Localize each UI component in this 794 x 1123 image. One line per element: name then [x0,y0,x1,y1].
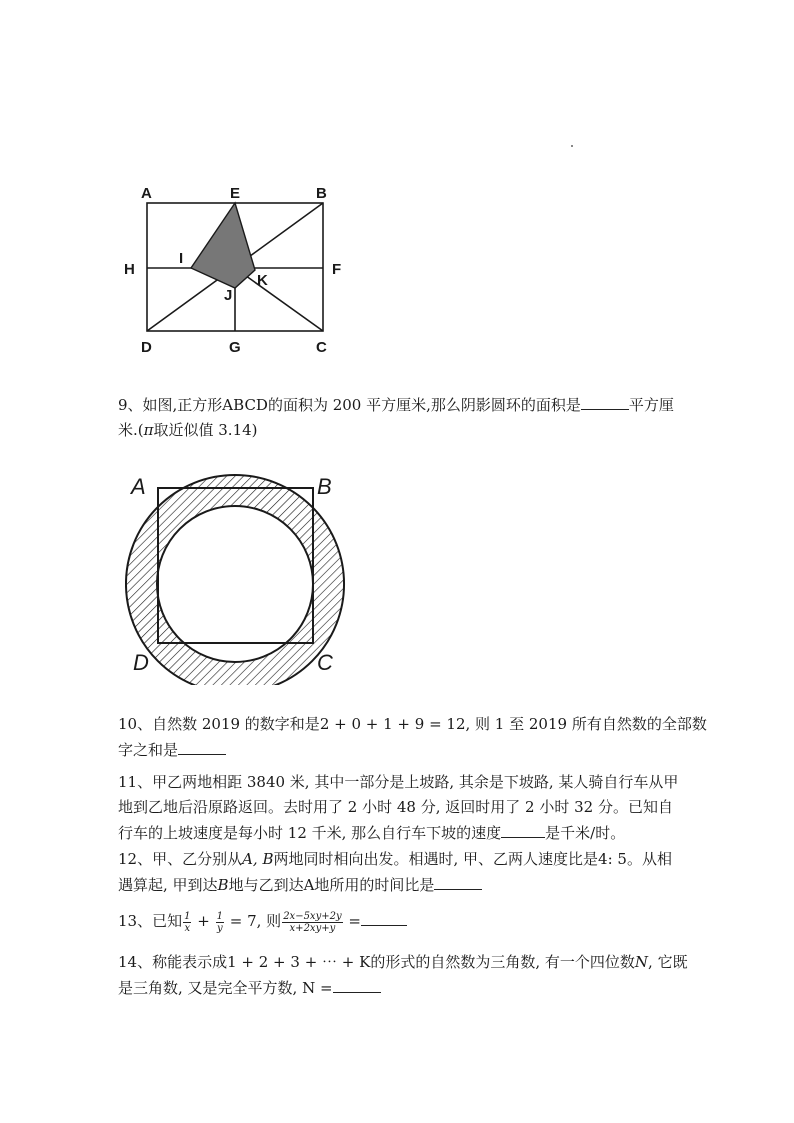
label-a: A [141,185,152,202]
label-i: I [179,250,184,267]
q12-line1: 12、甲、乙分别从A, B两地同时相向出发。相遇时, 甲、乙两人速度比是4: 5。从相 [118,850,672,868]
label-k: K [257,272,268,289]
question-10 [118,712,707,763]
label-h: H [124,261,135,278]
question-9 [118,392,698,443]
q11-line2: 地到乙地后沿原路返回。去时用了 2 小时 48 分, 返回时用了 2 小时 32 分。已知自 [118,798,673,816]
label-g: G [229,339,241,356]
q10-line2: 字之和是 [118,737,698,763]
answer-blank-q13[interactable] [361,905,407,926]
question-13 [118,904,698,938]
question-12 [118,847,698,898]
figure-rectangle-diagram [120,178,360,356]
label-f: F [332,261,342,278]
label-b: B [316,185,327,202]
q14-line2: 是三角数, 又是完全平方数, N = [118,975,698,1001]
label-a: A [131,474,146,499]
q9-line1: 9、如图,正方形ABCD的面积为 200 平方厘米,那么阴影圆环的面积是 平方厘 [118,392,698,418]
fraction-1-over-x: $\frac{1}{x}$ [184,910,191,934]
question-14 [118,950,698,1001]
label-e: E [230,185,241,202]
label-c: C [316,339,327,356]
answer-blank-q10[interactable] [178,737,226,755]
shaded-quadrilateral [191,203,255,288]
question-11 [118,770,698,846]
figure-annulus-diagram [125,460,355,685]
answer-blank-q14[interactable] [333,975,381,993]
q10-line1: 10、自然数 2019 的数字和是2 + 0 + 1 + 9 = 12, 则 1 至 2019 所有自然数的全部数 [118,715,707,733]
label-d: D [133,650,149,675]
answer-blank-q12[interactable] [434,872,482,890]
q11-line1: 11、甲乙两地相距 3840 米, 其中一部分是上坡路, 其余是下坡路, 某人骑自行车从甲 [118,773,679,791]
label-d: D [141,339,152,356]
answer-blank-q9[interactable] [581,392,629,410]
fraction-1-over-y: $\frac{1}{y}$ [216,910,223,934]
q11-line3: 行车的上坡速度是每小时 12 千米, 那么自行车下坡的速度 是千米/时。 [118,820,698,846]
segment-ec [235,268,323,331]
q9-line2: 米.(π取近似值 3.14) [118,421,258,439]
label-b: B [317,474,332,499]
q14-line1: 14、称能表示成1 + 2 + 3 + ⋯ + K的形式的自然数为三角数, 有一个四位数N, 它既 [118,953,688,971]
answer-blank-q11[interactable] [501,820,545,838]
q13-line1: 13、已知 $\frac{1}{x}$ + $\frac{1}{y}$ = 7, 则 $\frac{2x-5xy+2y}{x+2xy+y}$ = [118,904,698,938]
label-j: J [224,287,233,304]
fraction-expression: $\frac{2x-5xy+2y}{x+2xy+y}$ [283,910,342,934]
stray-mark [571,145,573,147]
q12-line2: 遇算起, 甲到达B地与乙到达A地所用的时间比是 [118,872,698,898]
label-c: C [317,650,333,675]
